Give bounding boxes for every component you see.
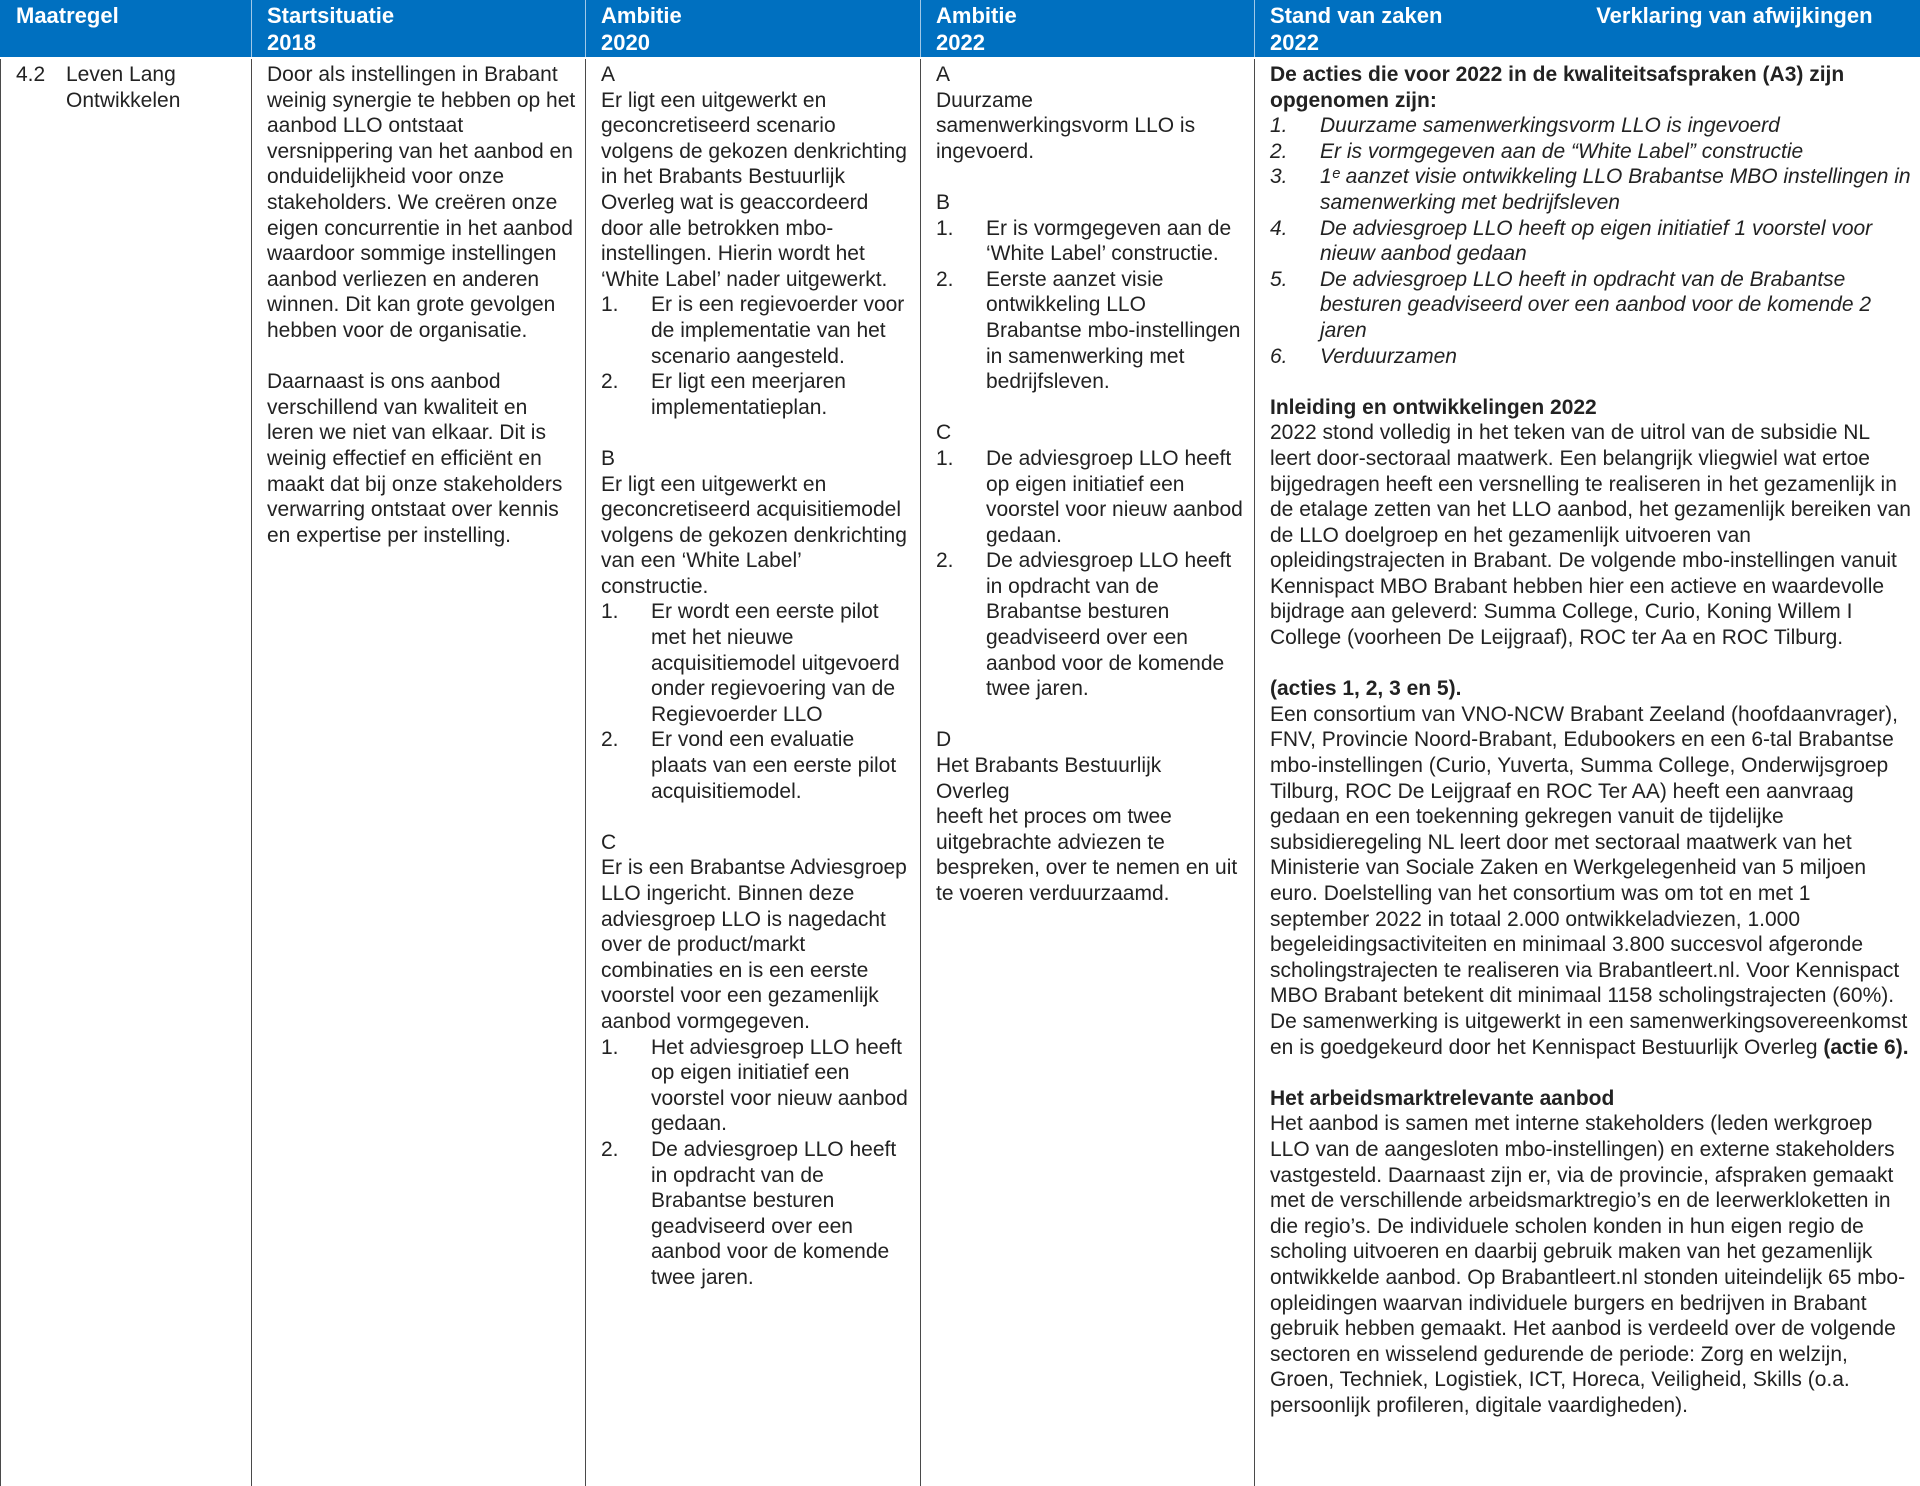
header-startsituatie-year: 2018: [267, 30, 316, 55]
list-text: De adviesgroep LLO heeft op eigen initiatief een voorstel voor nieuw aanbod gedaan.: [986, 446, 1243, 547]
ambitie-2022-d-text-1: Het Brabants Bestuurlijk Overleg: [936, 754, 1162, 803]
list-number: 1.: [936, 446, 954, 470]
list-text: Er vond een evaluatie plaats van een eerste pilot acquisitiemodel.: [651, 728, 897, 803]
ambitie-2020-c-text: Er is een Brabantse Adviesgroep LLO ingericht. Binnen deze adviesgroep LLO is nagedacht over de product/markt combinaties en is een eerste voorstel voor een gezamenlijk aanbod vormgegeven.: [601, 856, 907, 1033]
measure-name-line1: Leven Lang: [66, 63, 176, 86]
list-text: Er is vormgegeven aan de “White Label” constructie: [1320, 139, 1804, 163]
list-number: 3.: [1270, 165, 1288, 189]
measure-name-line2: Ontwikkelen: [66, 88, 181, 112]
stand-acties-text: Een consortium van VNO-NCW Brabant Zeeland (hoofdaanvrager), FNV, Provincie Noord-Brabant, Edubookers en een 6-tal Brabantse mbo-instellingen (Curio, Yuverta, Summa College, Onderwijsgroep Tilburg, ROC De Leijgraaf en ROC Ter AA) heeft een aanvraag gedaan en een toekenning gekregen vanuit de tijdelijke subsidieregeling NL leert door met sectoraal maatwerk van het Ministerie van Sociale Zaken en Werkgelegenheid van 5 miljoen euro. Doelstelling van het consortium was om tot en met 1 september 2022 in totaal 2.000 ontwikkeladviezen, 1.000 begeleidingsactiviteiten en minimaal 3.800 succesvol afgeronde scholingstrajecten te realiseren via Brabantleert.nl. Voor Kennispact MBO Brabant betekent dit minimaal 1158 scholingstrajecten (60%). De samenwerking is uitgewerkt in een samenwerkingsovereenkomst en is goedgekeurd door het Kennispact Bestuurlijk Overleg: [1270, 702, 1908, 1059]
ambitie-2022-c-list: [936, 446, 1246, 702]
list-text: Duurzame samenwerkingsvorm LLO is ingevoerd: [1320, 114, 1780, 138]
header-maatregel-label: Maatregel: [16, 3, 119, 28]
ambitie-2020-a-list: [601, 292, 912, 420]
ambitie-2020-c-list: [601, 1035, 912, 1291]
stand-paragraph-acties: [1270, 702, 1913, 1060]
list-number: 2.: [601, 1137, 619, 1161]
list-item: [1270, 344, 1913, 370]
list-text: Er is een regievoerder voor de implementatie van het scenario aangesteld.: [651, 293, 905, 368]
stand-heading-acties: (acties 1, 2, 3 en 5).: [1270, 677, 1462, 701]
ambitie-2022-b-list: [936, 216, 1246, 395]
header-ambitie-2022-year: 2022: [936, 30, 985, 55]
list-number: 1.: [1270, 114, 1288, 138]
list-item: [1270, 267, 1913, 344]
list-text: Eerste aanzet visie ontwikkeling LLO Brabantse mbo-instellingen in samenwerking met bedrijfsleven.: [986, 267, 1241, 394]
list-number: 2.: [1270, 139, 1288, 163]
list-text: De adviesgroep LLO heeft op eigen initiatief 1 voorstel voor nieuw aanbod gedaan: [1320, 216, 1873, 266]
list-item: [601, 1035, 912, 1137]
stand-intro: De acties die voor 2022 in de kwaliteitsafspraken (A3) zijn opgenomen zijn:: [1270, 63, 1845, 112]
list-number: 2.: [601, 728, 619, 752]
header-ambitie-2020-year: 2020: [601, 30, 650, 55]
measure-number: 4.2: [16, 63, 46, 86]
ambitie-2022-section-d: D: [936, 728, 952, 752]
header-stand-year: 2022: [1270, 30, 1319, 55]
list-number: 2.: [936, 267, 954, 291]
stand-heading-inleiding: Inleiding en ontwikkelingen 2022: [1270, 395, 1597, 419]
list-item: [601, 369, 912, 420]
list-item: [936, 446, 1246, 548]
list-item: [1270, 216, 1913, 267]
ambitie-2022-d-text-2: heeft het proces om twee uitgebrachte adviezen te bespreken, over te nemen en uit te voeren verduurzaamd.: [936, 805, 1238, 905]
ambitie-2020-section-b: B: [601, 446, 616, 470]
stand-paragraph-inleiding: 2022 stond volledig in het teken van de uitrol van de subsidie NL leert door-sectoraal maatwerk. Een belangrijk vliegwiel wat ertoe bijgedragen heeft een versnelling te realiseren in het gezamenlijk in de etalage zetten van het LLO aanbod, het gezamenlijk bereiken van de LLO doelgroep en het gezamenlijk uitvoeren van opleidingstrajecten in Brabant. De volgende mbo-instellingen vanuit Kennispact MBO Brabant hebben hier een actieve en waardevolle bijdrage aan geleverd: Summa College, Curio, Koning Willem I College (voorheen De Leijgraaf), ROC ter Aa en ROC Tilburg.: [1270, 421, 1911, 650]
ambitie-2020-a-text: Er ligt een uitgewerkt en geconcretiseerd scenario volgens de gekozen denkrichting in het Brabants Bestuurlijk Overleg wat is geaccordeerd door alle betrokken mbo-instellingen. Hierin wordt het ‘White Label’ nader uitgewerkt.: [601, 88, 907, 291]
list-item: [936, 548, 1246, 702]
list-item: [1270, 113, 1913, 139]
cell-maatregel: [1, 58, 252, 1486]
list-text: Het adviesgroep LLO heeft op eigen initiatief een voorstel voor nieuw aanbod gedaan.: [651, 1035, 908, 1136]
list-item: [1270, 139, 1913, 165]
ambitie-2022-section-b: B: [936, 190, 951, 214]
stand-acties-bold: (actie 6).: [1823, 1035, 1909, 1059]
list-text: 1ᵉ aanzet visie ontwikkeling LLO Brabantse MBO instellingen in samenwerking met bedrijfsleven: [1320, 165, 1911, 214]
header-stand-verklaring: [1255, 0, 1920, 58]
list-number: 6.: [1270, 344, 1288, 368]
ambitie-2022-section-c: C: [936, 421, 952, 445]
header-maatregel: [1, 0, 252, 58]
list-text: De adviesgroep LLO heeft in opdracht van de Brabantse besturen geadviseerd over een aanbod voor de komende twee jaren.: [651, 1137, 897, 1289]
stand-actions-list: [1270, 113, 1913, 369]
list-item: [601, 1137, 912, 1291]
header-ambitie-2020: [586, 0, 921, 58]
stand-paragraph-aanbod: Het aanbod is samen met interne stakeholders (leden werkgroep LLO van de aangesloten mbo-instellingen) en externe stakeholders vastgesteld. Daarnaast zijn er, via de provincie, afspraken gemaakt met de verschillende arbeidsmarktregio’s en de leerwerkloketten in die regio’s. De individuele scholen konden in hun eigen regio de scholing uitvoeren en daarbij gebruik maken van het gezamenlijk ontwikkelde aanbod. Op Brabantleert.nl stonden uiteindelijk 65 mbo-opleidingen waarvan individuele burgers en bedrijven in Brabant gebruik hebben gemaakt. Het aanbod is verdeeld over de volgende sectoren en wisselend gedurende de periode: Zorg en welzijn, Groen, Techniek, Logistiek, ICT, Horeca, Veiligheid, Skills (o.a. persoonlijk profileren, digitale vaardigheden).: [1270, 1112, 1906, 1417]
cell-ambitie-2022: [921, 58, 1255, 1486]
ambitie-2020-b-list: [601, 599, 912, 804]
list-text: Verduurzamen: [1320, 344, 1457, 368]
header-row: [1, 0, 1920, 58]
list-item: [936, 216, 1246, 267]
header-ambitie-2022-label: Ambitie: [936, 3, 1017, 28]
table-row: [1, 58, 1920, 1486]
list-text: De adviesgroep LLO heeft in opdracht van de Brabantse besturen geadviseerd over een aanbod voor de komende 2 jaren: [1320, 267, 1872, 342]
list-number: 1.: [601, 1035, 619, 1059]
list-text: Er ligt een meerjaren implementatieplan.: [651, 370, 846, 419]
list-number: 1.: [601, 600, 619, 624]
list-item: [1270, 164, 1913, 215]
header-ambitie-2020-label: Ambitie: [601, 3, 682, 28]
startsituatie-paragraph-2: Daarnaast is ons aanbod verschillend van kwaliteit en leren we niet van elkaar. Dit is weinig effectief en efficiënt en maakt dat bij onze stakeholders verwarring ontstaat over kennis en expertise per instelling.: [267, 370, 563, 547]
list-item: [601, 292, 912, 369]
stand-heading-aanbod: Het arbeidsmarktrelevante aanbod: [1270, 1086, 1615, 1110]
list-number: 5.: [1270, 267, 1288, 291]
ambitie-2020-section-c: C: [601, 830, 617, 854]
startsituatie-paragraph-1: Door als instellingen in Brabant weinig synergie te hebben op het aanbod LLO ontstaat versnippering van het aanbod en onduidelijkheid voor onze stakeholders. We creëren onze eigen concurrentie in het aanbod waardoor sommige instellingen aanbod verliezen en anderen winnen. Dit kan grote gevolgen hebben voor de organisatie.: [267, 63, 576, 342]
ambitie-2020-section-a: A: [601, 63, 616, 86]
list-text: De adviesgroep LLO heeft in opdracht van de Brabantse besturen geadviseerd over een aanbod voor de komende twee jaren.: [986, 549, 1232, 701]
list-text: Er is vormgegeven aan de ‘White Label’ constructie.: [986, 216, 1232, 266]
list-text: Er wordt een eerste pilot met het nieuwe acquisitiemodel uitgevoerd onder regievoering van de Regievoerder LLO: [651, 600, 900, 726]
list-item: [601, 599, 912, 727]
list-number: 4.: [1270, 216, 1288, 240]
list-number: 1.: [936, 216, 954, 240]
list-number: 2.: [936, 549, 954, 573]
header-ambitie-2022: [921, 0, 1255, 58]
header-stand-label: Stand van zaken: [1270, 3, 1443, 28]
header-stand-van-zaken: [1270, 2, 1596, 56]
header-verklaring-label: Verklaring van afwijkingen: [1596, 3, 1873, 28]
list-item: [601, 727, 912, 804]
list-number: 1.: [601, 293, 619, 317]
cell-ambitie-2020: [586, 58, 921, 1486]
header-startsituatie: [252, 0, 586, 58]
header-verklaring: [1596, 2, 1912, 56]
cell-stand-van-zaken: [1255, 58, 1920, 1486]
list-number: 2.: [601, 370, 619, 394]
list-item: [936, 267, 1246, 395]
ambitie-2020-b-text: Er ligt een uitgewerkt en geconcretiseerd acquisitiemodel volgens de gekozen denkrichting van een ‘White Label’ constructie.: [601, 472, 907, 598]
cell-startsituatie: [252, 58, 586, 1486]
ambitie-2022-section-a: A: [936, 63, 951, 86]
ambitie-2022-a-text: Duurzame samenwerkingsvorm LLO is ingevoerd.: [936, 88, 1196, 163]
header-startsituatie-label: Startsituatie: [267, 3, 395, 28]
